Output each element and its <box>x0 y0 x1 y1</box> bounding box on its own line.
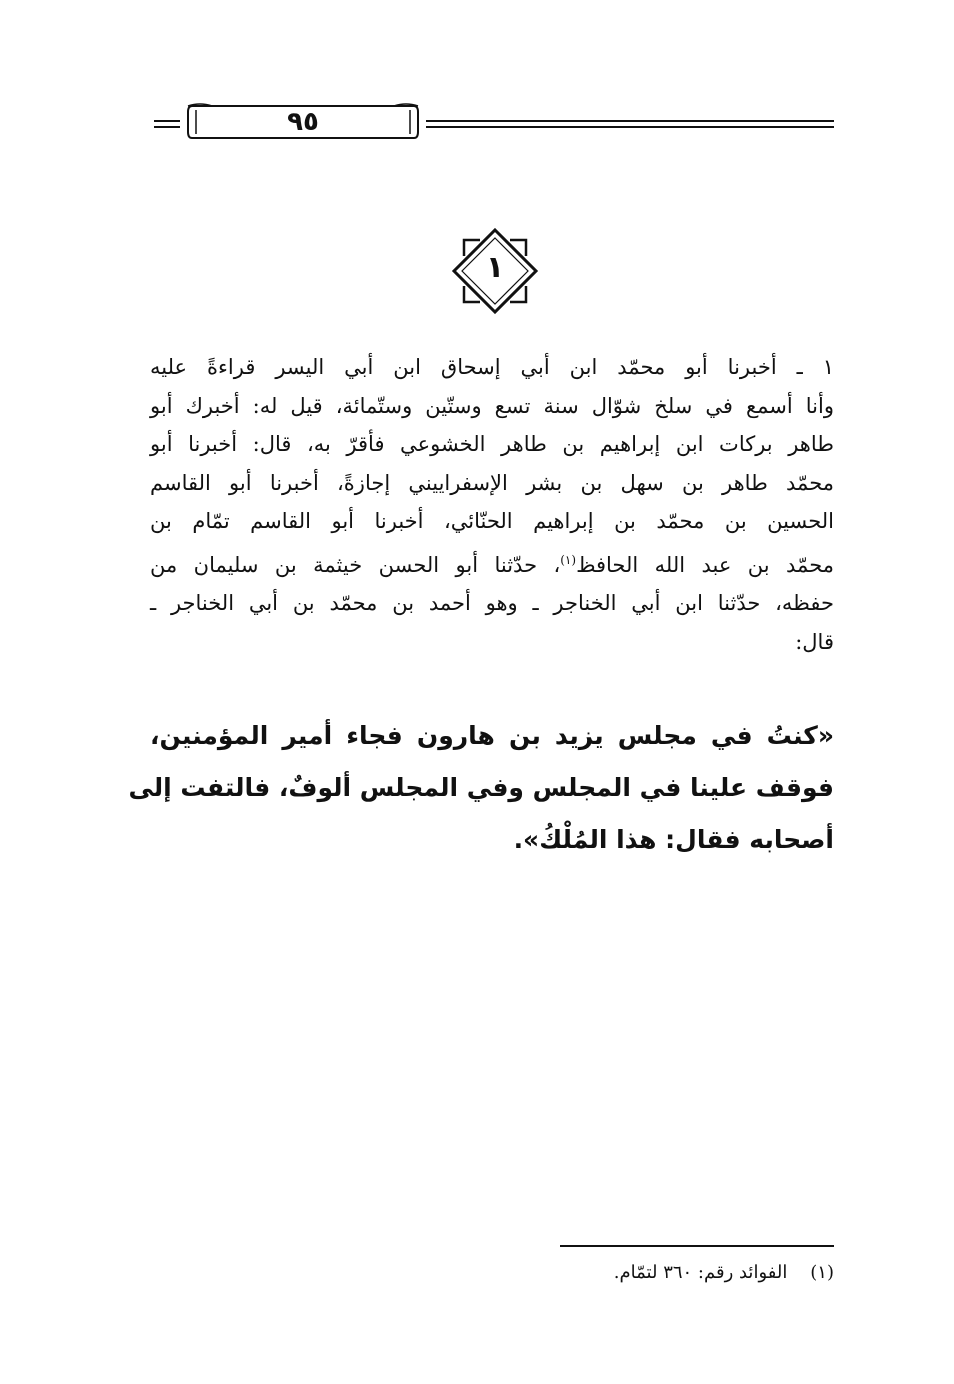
header-rule-left <box>154 120 180 132</box>
hadith-quote <box>128 710 834 866</box>
quote-line: فوقف علينا في المجلس وفي المجلس ألوفٌ، فالتفت إلى <box>128 773 834 802</box>
page-header <box>154 96 834 146</box>
footnote-reference[interactable]: (١) <box>560 552 577 567</box>
body-line: ١ ـ أخبرنا أبو محمّد ابن أبي إسحاق ابن أبي اليسر قراءةً عليه <box>150 355 834 379</box>
body-line: قال: <box>795 629 834 654</box>
footnote-separator <box>560 1245 834 1247</box>
body-line: محمّد طاهر بن سهل بن بشر الإسفراييني إجازةً، أخبرنا أبو القاسم <box>150 470 834 495</box>
header-rule-right <box>426 120 834 132</box>
body-line: طاهر بركات ابن إبراهيم بن طاهر الخشوعي فأقرّ به، قال: أخبرنا أبو <box>150 432 834 456</box>
footnote <box>450 1258 834 1288</box>
body-line-part: محمّد بن عبد الله الحافظ <box>576 552 834 577</box>
page-number-frame <box>186 102 420 142</box>
page-number: ٩٥ <box>287 107 319 137</box>
hadith-chain <box>150 348 834 661</box>
quote-line: أصحابه فقال: هذا المُلْكُ». <box>513 825 834 854</box>
footnote-text: الفوائد رقم: ٣٦٠ لتمّام. <box>613 1262 788 1283</box>
quote-line: «كنتُ في مجلس يزيد بن هارون فجاء أمير المؤمنين، <box>150 721 834 750</box>
body-line: وأنا أسمع في سلخ شوّال سنة تسع وستّين وستّمائة، قيل له: أخبرك أبو <box>150 393 834 418</box>
body-line: حفظه، حدّثنا ابن أبي الخناجر ـ وهو أحمد بن محمّد بن أبي الخناجر ـ <box>150 591 834 615</box>
body-line-with-footnote <box>150 541 834 585</box>
chapter-ornament <box>450 226 540 316</box>
chapter-number: ١ <box>485 250 505 285</box>
body-line: الحسين بن محمّد بن إبراهيم الحنّائي، أخبرنا أبو القاسم تمّام بن <box>150 509 834 533</box>
body-line-part: ، حدّثنا أبو الحسن خيثمة بن سليمان من <box>150 552 561 577</box>
footnote-marker: (١) <box>810 1262 834 1283</box>
